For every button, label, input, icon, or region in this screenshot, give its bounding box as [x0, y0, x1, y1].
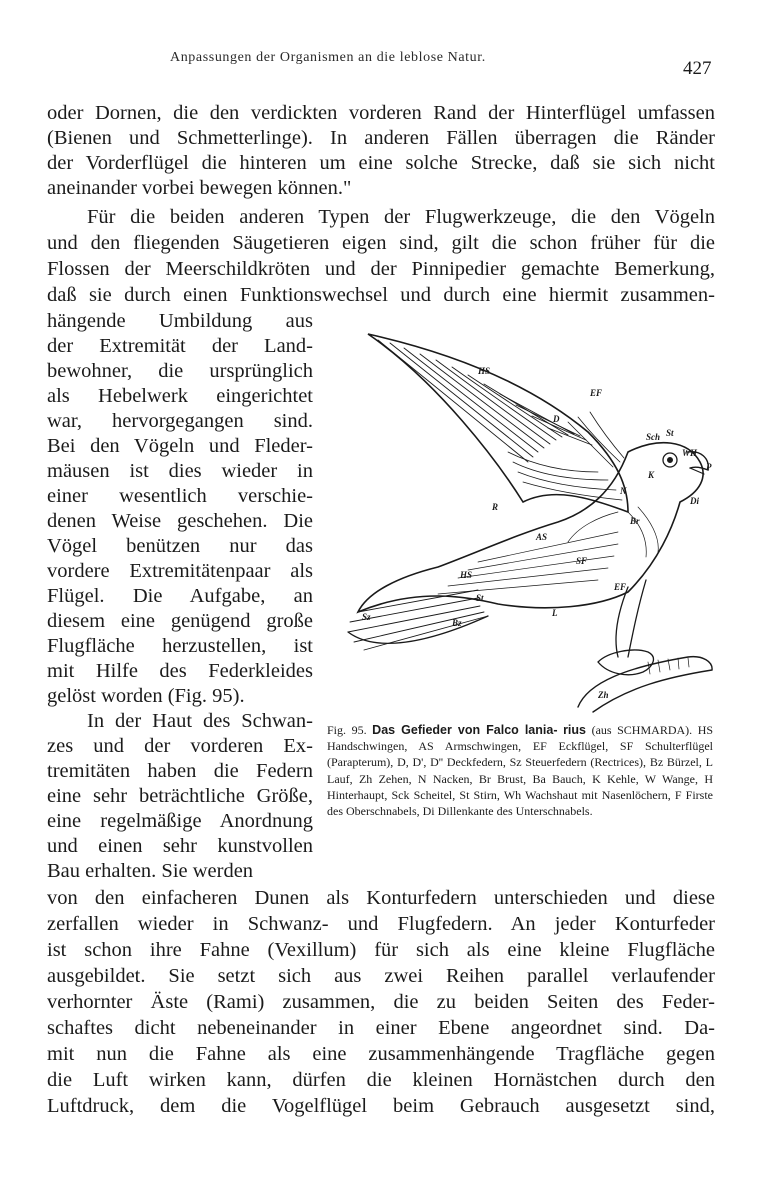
body-line: Vögel benützen nur das	[47, 535, 313, 557]
body-line: der Vorderflügel die hinteren um eine solche Strecke, daß sie sich nicht	[47, 152, 715, 174]
body-line: Für die beiden anderen Typen der Flugwerkzeuge, die den Vögeln	[87, 206, 715, 228]
body-line: von den einfacheren Dunen als Konturfedern unterschieden und diese	[47, 887, 715, 909]
falcon-illustration	[328, 312, 728, 717]
covert-feathers	[508, 412, 624, 500]
body-line: zes und der vorderen Ex-	[47, 735, 313, 757]
label-st: St	[666, 428, 674, 438]
body-line: tremitäten haben die Federn	[47, 760, 313, 782]
label-bz: Bz	[452, 618, 462, 628]
page-number: 427	[683, 58, 712, 79]
body-line: war, hervorgegangen sind.	[47, 410, 313, 432]
label-d: D	[553, 414, 560, 424]
caption-number: 95.	[351, 723, 367, 737]
label-k: K	[648, 470, 655, 480]
legs	[598, 580, 653, 675]
body-line: Bei den Vögeln und Fleder-	[47, 435, 313, 457]
body-line: mit Hilfe des Federkleides	[47, 660, 313, 682]
caption-body: (aus SCHMARDA). HS Handschwingen, AS Armschwingen, EF Eckflügel, SF Schulterflügel (Parapterum), D, D', D'' Deckfedern, Sz Steuerfedern (Rectrices), Bz Bürzel, L Lauf, Zh Zehen, N Nacken, Br Brust, Ba Bauch, K Kehle, W Wange, H Hinterhaupt, Sck Scheitel, St Stirn, Wh Wachshaut mit Nasenlöchern, F Firste des Oberschnabels, Di Dillenkante des Unterschnabels.	[327, 723, 714, 819]
body-line: der Extremität der Land-	[47, 335, 313, 357]
body-line: denen Weise geschehen. Die	[47, 510, 313, 532]
label-sf: SF	[576, 556, 588, 566]
label-br: Br	[630, 516, 640, 526]
body-line: als Hebelwerk eingerichtet	[47, 385, 313, 407]
body-line: daß sie durch einen Funktionswechsel und durch eine hiermit zusammen-	[47, 284, 715, 306]
label-st-tail: St	[476, 593, 484, 603]
caption-label: Fig.	[327, 723, 347, 737]
label-hs: HS	[478, 366, 491, 376]
running-head: Anpassungen der Organismen an die leblose Natur.	[170, 50, 486, 65]
falcon-drawing	[328, 312, 728, 717]
body-line: zerfallen wieder in Schwanz- und Flugfedern. An jeder Konturfeder	[47, 913, 715, 935]
label-p: P	[706, 462, 712, 472]
body-line: und einen sehr kunstvollen	[47, 835, 313, 857]
body-line: einer wesentlich verschie-	[47, 485, 313, 507]
label-zh: Zh	[598, 690, 609, 700]
body-line: diesem eine genügend große	[47, 610, 313, 632]
label-sz: Sz	[362, 612, 371, 622]
label-ef: EF	[614, 582, 627, 592]
perch	[578, 657, 712, 712]
body-line: Flossen der Meerschildkröten und der Pinnipedier gemachte Bemerkung,	[47, 258, 715, 280]
body-line: eine regelmäßige Anordnung	[47, 810, 313, 832]
body-line: schaftes dicht nebeneinander in einer Ebene angeordnet sind. Da-	[47, 1017, 715, 1039]
body-line: ist schon ihre Fahne (Vexillum) für sich als eine kleine Flugfläche	[47, 939, 715, 961]
body-feathers	[438, 507, 658, 594]
body-outline	[358, 443, 703, 612]
body-line: bewohner, die ursprünglich	[47, 360, 313, 382]
label-hs-lower: HS	[460, 570, 473, 580]
body-line: verhornter Äste (Rami) zusammen, die zu beiden Seiten des Feder-	[47, 991, 715, 1013]
label-wh: WH	[682, 448, 698, 458]
body-line: mit nun die Fahne als eine zusammenhängende Tragfläche gegen	[47, 1043, 715, 1065]
label-l: L	[552, 608, 558, 618]
wing-outline	[368, 334, 628, 512]
body-line: die Luft wirken kann, dürfen die kleinen Hornästchen durch den	[47, 1069, 715, 1091]
body-line: oder Dornen, die den verdickten vorderen Rand der Hinterflügel umfassen	[47, 102, 715, 124]
body-line: ausgebildet. Sie setzt sich aus zwei Reihen parallel verlaufender	[47, 965, 715, 987]
body-line: (Bienen und Schmetterlinge). In anderen Fällen überragen die Ränder	[47, 127, 715, 149]
body-line: mäusen ist dies wieder in	[47, 460, 313, 482]
body-line: Luftdruck, dem die Vogelflügel beim Gebrauch ausgesetzt sind,	[47, 1095, 715, 1117]
body-line: hängende Umbildung aus	[47, 310, 313, 332]
body-line: aneinander vorbei bewegen können."	[47, 177, 352, 199]
primary-feathers	[378, 340, 592, 462]
label-di: Di	[690, 496, 699, 506]
label-n: N	[620, 486, 627, 496]
label-ef-top: EF	[590, 388, 603, 398]
body-line: In der Haut des Schwan-	[87, 710, 313, 732]
caption-title: Das Gefieder von Falco lania-	[372, 723, 558, 737]
label-sch: Sch	[646, 432, 661, 442]
body-line: Bau erhalten. Sie werden	[47, 860, 254, 882]
body-line: Flügel. Die Aufgabe, an	[47, 585, 313, 607]
body-line: und den fliegenden Säugetieren eigen sind, gilt die schon früher für die	[47, 232, 715, 254]
figure-caption	[327, 722, 713, 819]
body-line: gelöst worden (Fig. 95).	[47, 685, 245, 707]
body-line: eine sehr beträchtliche Größe,	[47, 785, 313, 807]
label-as: AS	[536, 532, 548, 542]
body-line: vordere Extremitätenpaar als	[47, 560, 313, 582]
label-r: R	[492, 502, 499, 512]
body-line: Flugfläche herzustellen, ist	[47, 635, 313, 657]
caption-title-end: rius	[563, 723, 586, 737]
pupil	[668, 458, 673, 463]
